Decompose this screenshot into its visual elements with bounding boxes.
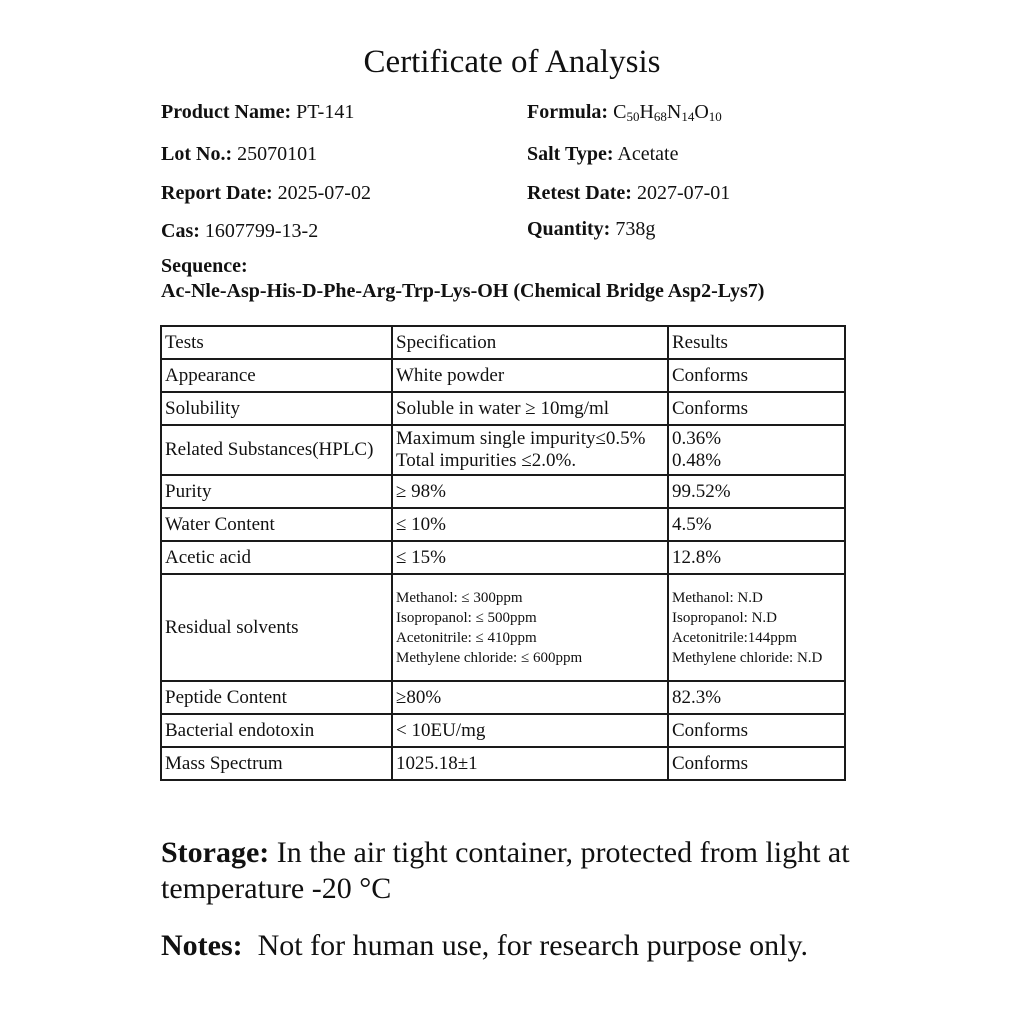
product-name-value: PT-141 [296,101,355,123]
product-name-label: Product Name: [161,101,292,123]
table-header-row [161,326,845,359]
retest-date-value: 2027-07-01 [636,182,731,204]
document-title: Certificate of Analysis [363,44,661,80]
sequence-value: Ac-Nle-Asp-His-D-Phe-Arg-Trp-Lys-OH (Chemical Bridge Asp2-Lys7) [161,280,765,302]
header-specification: Specification [392,326,668,359]
test-name: Water Content [161,508,392,541]
table-row [161,747,845,780]
cas-value: 1607799-13-2 [204,220,319,242]
test-specification: < 10EU/mg [392,714,668,747]
test-result: 12.8% [668,541,845,574]
table-row [161,392,845,425]
test-specification: Soluble in water ≥ 10mg/ml [392,392,668,425]
header-results: Results [668,326,845,359]
test-result: Methanol: N.D Isopropanol: N.D Acetonitrile:144ppm Methylene chloride: N.D [668,574,845,681]
cas-label: Cas: [161,220,200,242]
quantity-field [527,216,655,242]
salt-type-label: Salt Type: [527,143,614,165]
storage-note [161,835,921,907]
table-row [161,475,845,508]
test-specification: ≥ 98% [392,475,668,508]
test-specification: 1025.18±1 [392,747,668,780]
quantity-label: Quantity: [527,218,611,240]
formula-value: $C_{50}H_{68}N_{14}O_{10}$ [613,101,722,124]
report-date-field [161,180,371,206]
cas-field [161,218,318,244]
table-row [161,425,845,475]
test-specification: White powder [392,359,668,392]
retest-date-label: Retest Date: [527,182,632,204]
test-result: 99.52% [668,475,845,508]
test-name: Bacterial endotoxin [161,714,392,747]
test-result: Conforms [668,747,845,780]
formula-label: Formula: [527,101,609,123]
formula-field [527,99,722,125]
test-specification: ≥80% [392,681,668,714]
test-result: 82.3% [668,681,845,714]
quantity-value: 738g [615,218,656,240]
table-row [161,508,845,541]
product-name-field [161,99,354,125]
analysis-table [160,325,846,781]
header-tests: Tests [161,326,392,359]
retest-date-field [527,180,730,206]
test-name: Related Substances(HPLC) [161,425,392,475]
test-name: Residual solvents [161,574,392,681]
table-row [161,541,845,574]
lot-label: Lot No.: [161,143,233,165]
test-result: 0.36% 0.48% [668,425,845,475]
test-result: 4.5% [668,508,845,541]
test-name: Mass Spectrum [161,747,392,780]
sequence-label: Sequence: [161,255,248,277]
table-row [161,714,845,747]
test-specification: Methanol: ≤ 300ppm Isopropanol: ≤ 500ppm Acetonitrile: ≤ 410ppm Methylene chloride: ≤ 600ppm [392,574,668,681]
lot-field [161,141,317,167]
test-name: Solubility [161,392,392,425]
table-row [161,359,845,392]
notes-label: Notes: [161,929,243,962]
test-result: Conforms [668,714,845,747]
test-specification: ≤ 10% [392,508,668,541]
test-result: Conforms [668,392,845,425]
test-specification: ≤ 15% [392,541,668,574]
salt-type-field [527,141,678,167]
report-date-label: Report Date: [161,182,273,204]
test-name: Peptide Content [161,681,392,714]
report-date-value: 2025-07-02 [277,182,371,204]
notes-line [161,928,808,964]
storage-label: Storage: [161,836,270,869]
test-name: Purity [161,475,392,508]
test-name: Appearance [161,359,392,392]
table-row [161,681,845,714]
test-specification: Maximum single impurity≤0.5% Total impurities ≤2.0%. [392,425,668,475]
salt-type-value: Acetate [617,143,679,165]
test-name: Acetic acid [161,541,392,574]
notes-text: Not for human use, for research purpose only. [257,929,809,962]
test-result: Conforms [668,359,845,392]
lot-value: 25070101 [237,143,318,165]
storage-text: In the air tight container, protected from light at temperature -20 °C [161,836,850,905]
table-row [161,574,845,681]
